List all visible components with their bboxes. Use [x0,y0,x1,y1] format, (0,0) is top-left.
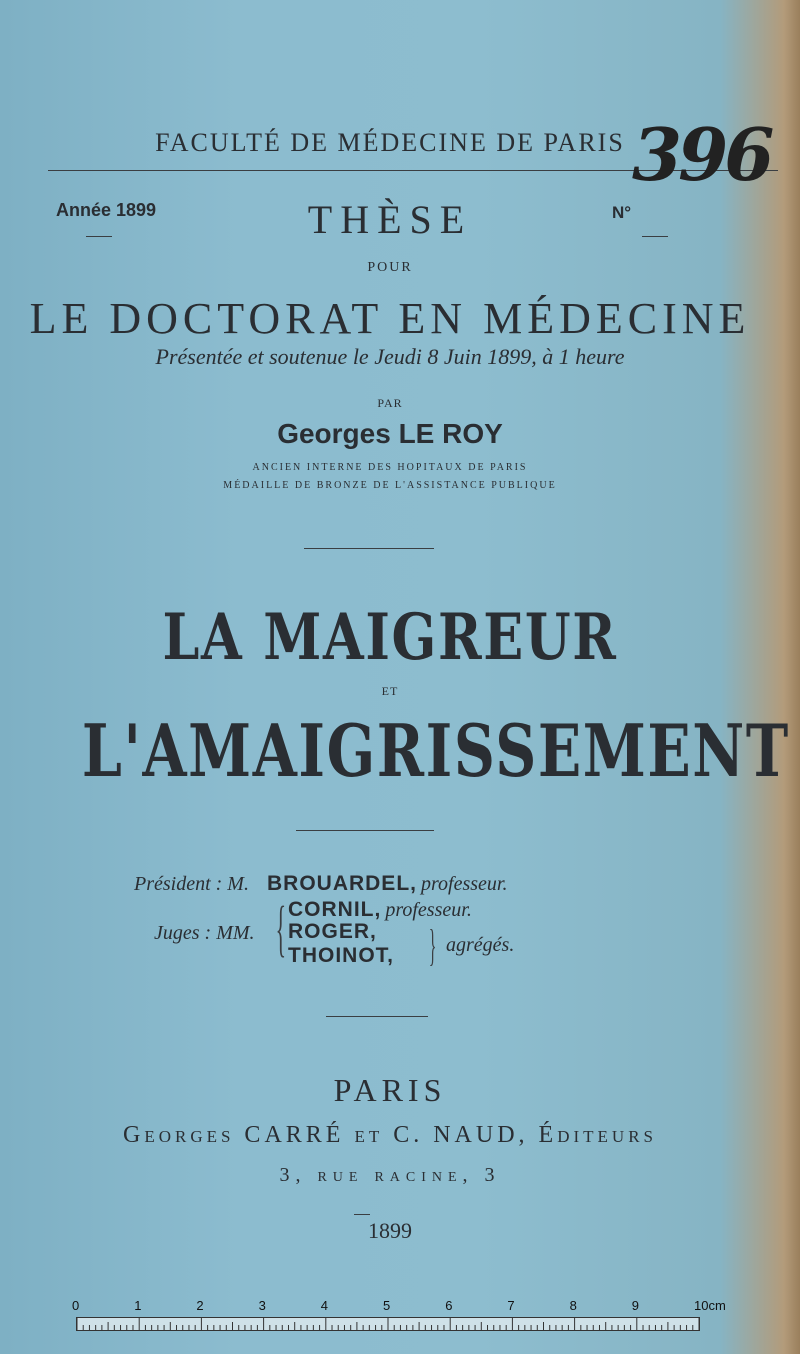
judge-row-1 [288,898,472,922]
ruler-ticks [77,1318,699,1330]
judges-brace: { [275,895,287,963]
publisher-names: Georges CARRÉ et C. NAUD, Éditeurs [122,1122,657,1148]
separator-rule-1 [304,548,434,549]
ruler-label: 1 [134,1298,142,1313]
scale-ruler [76,1317,700,1331]
ruler-label: 7 [507,1298,515,1313]
president-label: Président : M. [134,873,249,895]
separator-rule-2 [296,830,434,831]
judge-role: professeur. [385,899,472,921]
author-name: Georges LE ROY [277,418,503,449]
publisher-address: 3, rue racine, 3 [279,1164,501,1186]
ruler-label: 5 [383,1298,391,1313]
agreges-brace: } [428,921,437,970]
author-title-1: ANCIEN INTERNE DES HOPITAUX DE PARIS [252,462,528,473]
publication-year: 1899 [368,1218,412,1243]
judge-row-2 [288,920,377,944]
ruler-label: 9 [631,1298,640,1313]
number-label: N° [612,203,632,222]
judge-name: THOINOT, [288,944,394,967]
judge-row-3 [288,944,394,968]
these-heading: THÈSE [307,197,473,242]
president-row [134,872,507,896]
faculty-heading: FACULTÉ DE MÉDECINE DE PARIS [155,128,625,157]
presentation-line: Présentée et soutenue le Jeudi 8 Juin 1899, à 1 heure [155,344,625,369]
par-label: PAR [377,396,403,410]
president-role: professeur. [420,873,508,895]
judge-name: ROGER, [288,920,377,943]
year-dash [354,1214,370,1215]
main-title-line-2: L'AMAIGRISSEMENT [81,708,790,793]
stamp-number: 396 [632,112,771,197]
ruler-label: 4 [320,1298,329,1313]
agreges-label: agrégés. [446,934,515,956]
ruler-label: 10cm [694,1298,726,1313]
author-title-2: MÉDAILLE DE BRONZE DE L'ASSISTANCE PUBLIQUE [223,480,557,491]
ruler-label: 8 [569,1298,577,1313]
ruler-label: 2 [196,1298,204,1313]
doctorat-heading: LE DOCTORAT EN MÉDECINE [29,294,751,343]
publisher-city: PARIS [333,1072,447,1108]
judge-name: CORNIL, [288,898,382,921]
main-title-conjunction: ET [381,684,399,698]
main-title-line-1: LA MAIGREUR [162,600,618,675]
ruler-label: 0 [72,1298,80,1313]
separator-rule-3 [326,1016,428,1017]
president-name: BROUARDEL, [266,872,417,895]
year-label: Année 1899 [56,200,157,220]
judges-label: Juges : MM. [154,922,255,944]
ruler-label: 6 [445,1298,453,1313]
pour-label: POUR [367,260,413,275]
ruler-label: 3 [258,1298,266,1313]
